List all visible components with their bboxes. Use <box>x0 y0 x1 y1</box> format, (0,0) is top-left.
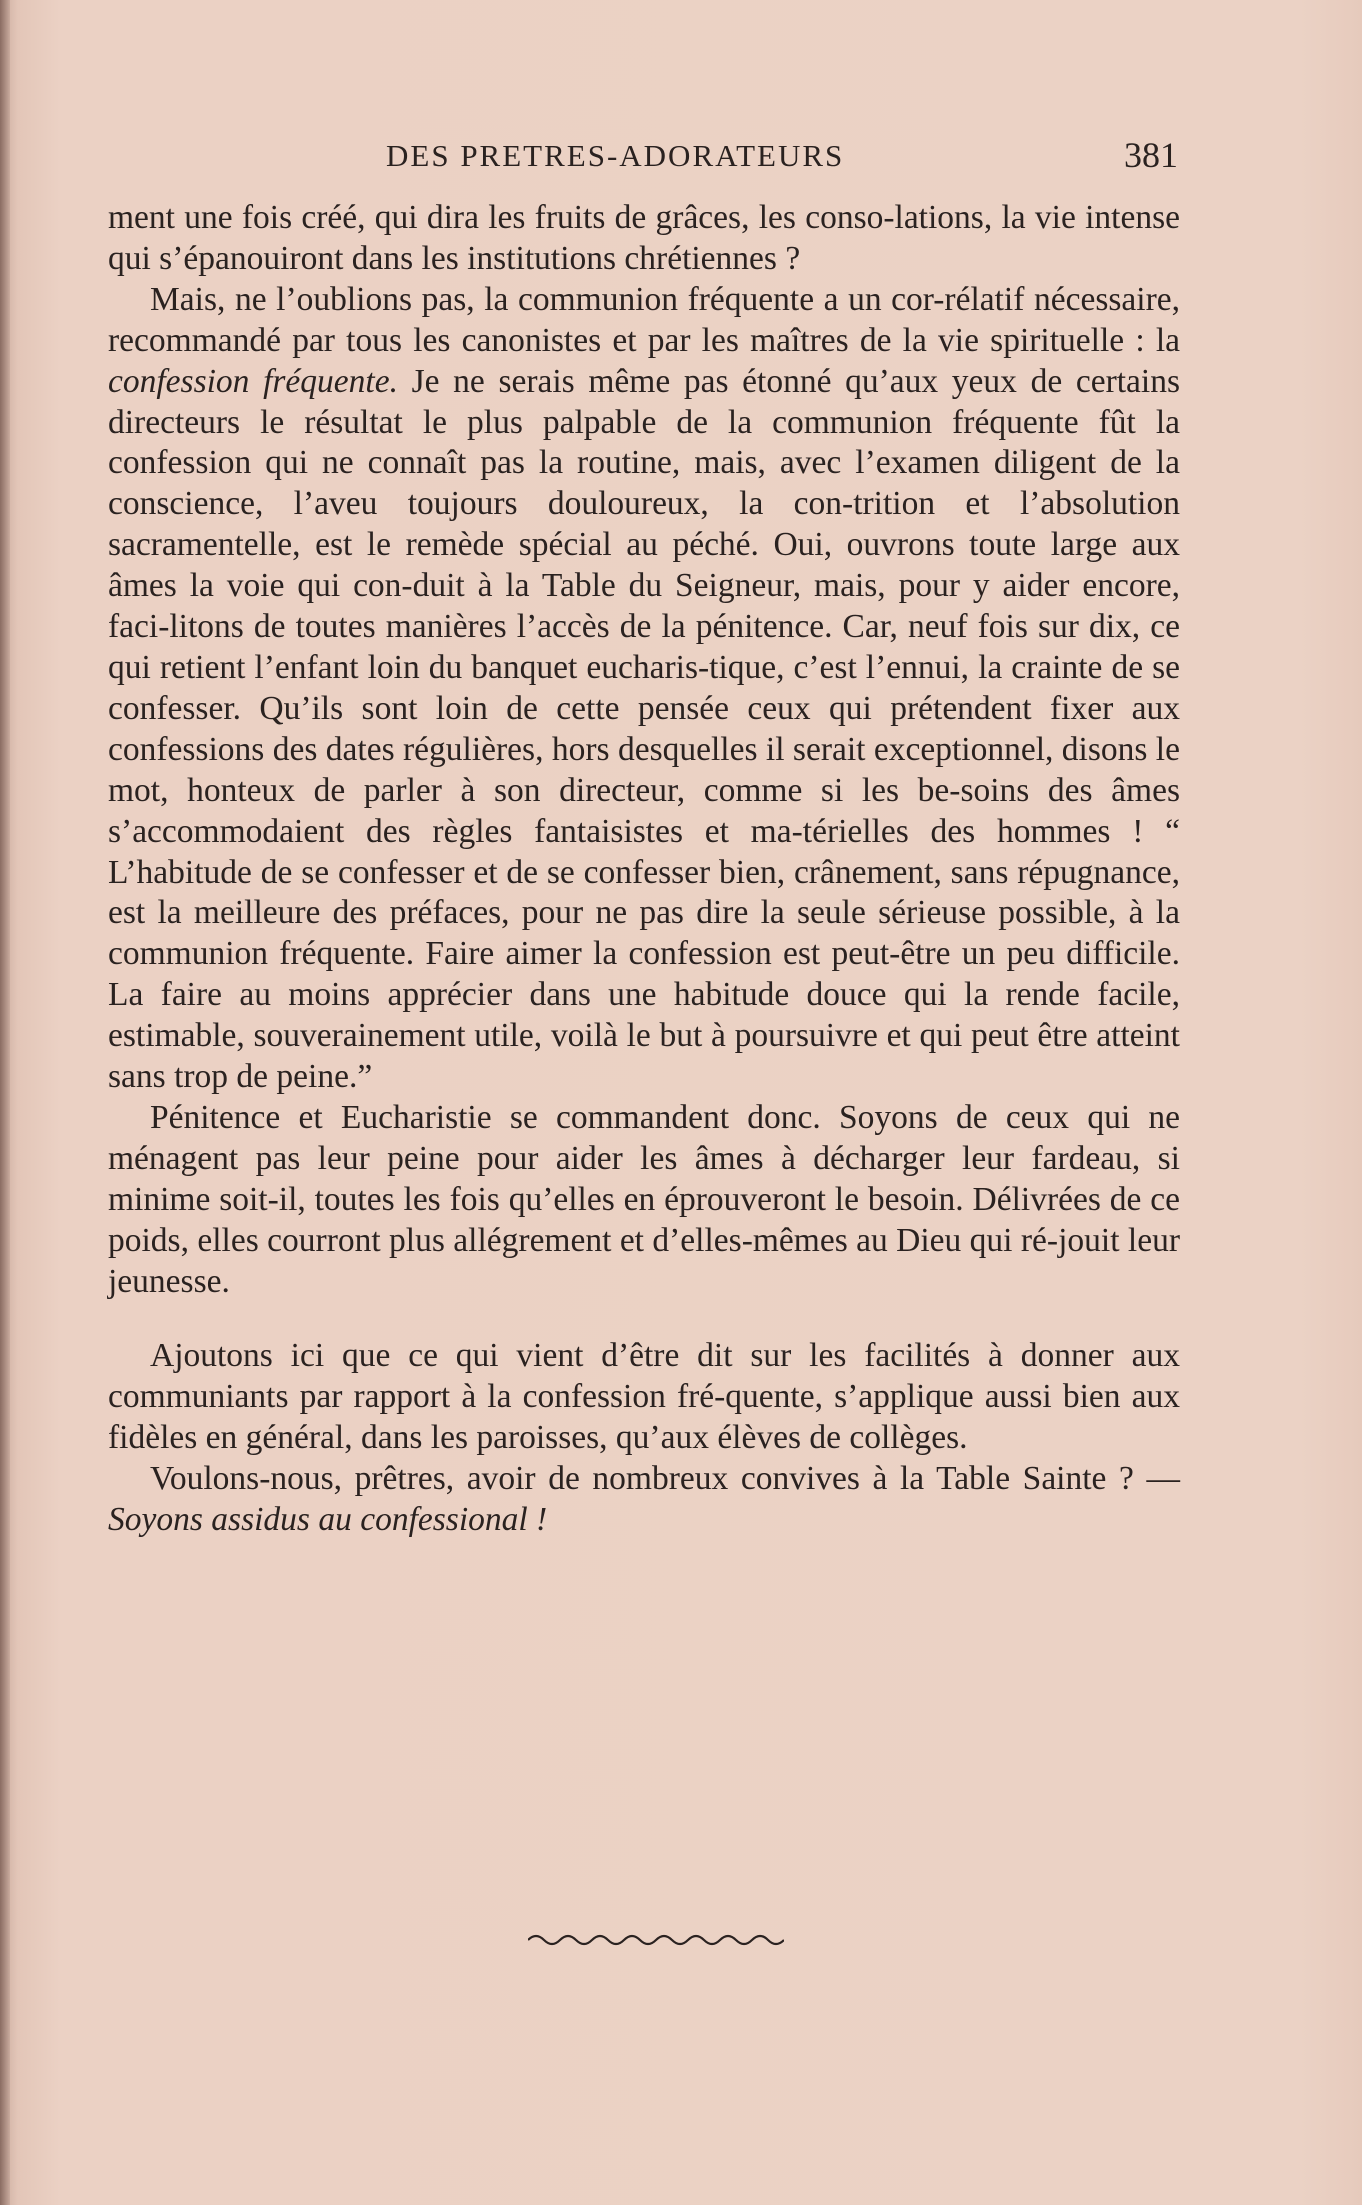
italic-emphasis: Soyons assidus au confessional ! <box>108 1501 548 1539</box>
running-title: DES PRETRES-ADORATEURS <box>386 138 845 173</box>
paragraph-text: ment une fois créé, qui dira les fruits de grâces, les conso-lations, la vie intense qui s’épanouiront dans les institutions chrétiennes ? <box>108 199 1180 277</box>
paragraph-text: Mais, ne l’oublions pas, la communion fréquente a un cor-rélatif nécessaire, recommandé par tous les canonistes et par les maîtres de la vie spirituelle : la <box>108 280 1180 359</box>
italic-emphasis: confession fréquente. <box>108 362 398 400</box>
book-spine-shadow <box>0 0 10 2205</box>
paragraph-ajoutons <box>108 1336 1180 1459</box>
paragraph-continuation <box>108 198 1180 280</box>
page-header <box>108 135 1178 178</box>
paragraph-penitence <box>108 1098 1180 1303</box>
paragraph-text: Je ne serais même pas étonné qu’aux yeux de certains directeurs le résultat le plus palpable de la communion fréquente fût la confession qui ne connaît pas la routine, mais, avec l’examen diligent de la conscience, l’aveu toujours douloureux, la con-trition et l’absolution sacramentelle, est le remède spécial au péché. Oui, ouvrons toute large aux âmes la voie qui con-duit à la Table du Seigneur, mais, pour y aider encore, faci-litons de toutes manières l’accès de la pénitence. Car, neuf fois sur dix, ce qui retient l’enfant loin du banquet eucharis-tique, c’est l’ennui, la crainte de se confesser. Qu’ils sont loin de cette pensée ceux qui prétendent fixer aux confessions des dates régulières, hors desquelles il serait exceptionnel, disons le mot, honteux de parler à son directeur, comme si les be-soins des âmes s’accommodaient des règles fantaisistes et ma-térielles des hommes ! “ L’habitude de se confesser et de se confesser bien, crânement, sans répugnance, est la meilleure des préfaces, pour ne pas dire la seule sérieuse possible, à la communion fréquente. Faire aimer la confession est peut-être un peu difficile. La faire au moins apprécier dans une habitude douce qui la rende facile, estimable, souverainement utile, voilà le but à poursuivre et qui peut être atteint sans trop de peine.” <box>108 362 1181 1096</box>
body-text <box>108 198 1180 1541</box>
paragraph-text: Voulons-nous, prêtres, avoir de nombreux convives à la Table Sainte ? — <box>150 1460 1180 1498</box>
paragraph-confession <box>108 280 1180 1098</box>
wavy-rule-ornament <box>528 1930 784 1950</box>
page-number: 381 <box>1124 135 1178 175</box>
paragraph-text: Pénitence et Eucharistie se commandent donc. Soyons de ceux qui ne ménagent pas leur peine pour aider les âmes à décharger leur fardeau, si minime soit-il, toutes les fois qu’elles en éprouveront le besoin. Délivrées de ce poids, elles courront plus allégrement et d’elles-mêmes au Dieu qui ré-jouit leur jeunesse. <box>108 1098 1180 1300</box>
paragraph-text: Ajoutons ici que ce qui vient d’être dit sur les facilités à donner aux communiants par rapport à la confession fré-quente, s’applique aussi bien aux fidèles en général, dans les paroisses, qu’aux élèves de collèges. <box>108 1337 1180 1457</box>
paragraph-conclusion <box>108 1459 1180 1541</box>
